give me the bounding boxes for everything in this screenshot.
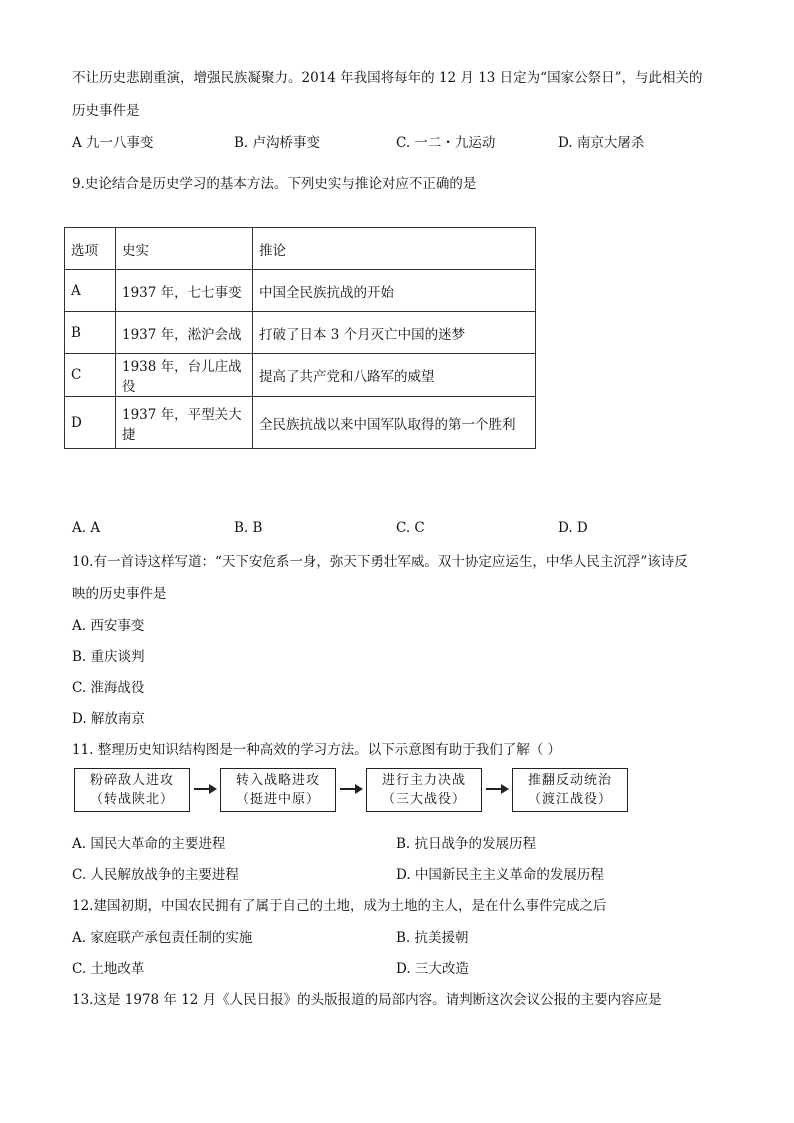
- flow-box-subtitle: （挺进中原）: [235, 792, 320, 807]
- flow-box-4: [512, 768, 628, 812]
- arrow-right-icon: [338, 782, 364, 796]
- flow-box-3: [366, 768, 482, 812]
- table-header-row: [65, 228, 536, 270]
- q11-option-c[interactable]: C. 人民解放战争的主要进程: [72, 867, 239, 883]
- q11-option-b[interactable]: B. 抗日战争的发展历程: [396, 836, 537, 852]
- q11-flow-diagram: [74, 768, 634, 816]
- table-row: [65, 397, 536, 449]
- table-cell: C: [65, 354, 116, 397]
- q9-option-d[interactable]: D. D: [558, 520, 588, 536]
- table-row: [65, 312, 536, 354]
- q8-option-a[interactable]: A 九一八事变: [72, 135, 154, 151]
- table-header-cell: 史实: [116, 228, 253, 270]
- q12-option-a[interactable]: A. 家庭联产承包责任制的实施: [72, 930, 253, 946]
- table-cell: 1937 年，七七事变: [116, 270, 253, 312]
- q11-stem: 11. 整理历史知识结构图是一种高效的学习方法。以下示意图有助于我们了解（ ）: [72, 742, 562, 758]
- q9-history-table: [64, 227, 536, 449]
- table-row: [65, 354, 536, 397]
- q8-option-d[interactable]: D. 南京大屠杀: [558, 135, 645, 151]
- q9-option-b[interactable]: B. B: [234, 520, 263, 536]
- flow-box-1: [74, 768, 190, 812]
- flow-box-subtitle: （转战陕北）: [89, 792, 174, 807]
- q10-stem-line1: 10.有一首诗这样写道：“天下安危系一身，弥天下勇壮军威。双十协定应运生，中华人民主沉浮”该诗反: [72, 554, 688, 570]
- table-row: [65, 270, 536, 312]
- table-header-cell: 推论: [253, 228, 536, 270]
- q10-option-d[interactable]: D. 解放南京: [72, 711, 145, 727]
- flow-box-2: [220, 768, 336, 812]
- table-cell: B: [65, 312, 116, 354]
- table-cell: 提高了共产党和八路军的威望: [253, 354, 536, 397]
- table-cell: 1937 年，平型关大捷: [116, 397, 253, 449]
- q12-option-b[interactable]: B. 抗美援朝: [396, 930, 469, 946]
- q8-stem-line2: 历史事件是: [72, 103, 140, 119]
- q10-option-c[interactable]: C. 淮海战役: [72, 680, 145, 696]
- q9-option-a[interactable]: A. A: [72, 520, 101, 536]
- flow-box-title: 进行主力决战: [381, 773, 466, 788]
- table-cell: A: [65, 270, 116, 312]
- q12-option-c[interactable]: C. 土地改革: [72, 961, 145, 977]
- q11-option-d[interactable]: D. 中国新民主主义革命的发展历程: [396, 867, 604, 883]
- table-cell: 1937 年，淞沪会战: [116, 312, 253, 354]
- q12-stem: 12.建国初期，中国农民拥有了属于自己的土地，成为土地的主人，是在什么事件完成之后: [72, 898, 607, 914]
- table-cell: 全民族抗战以来中国军队取得的第一个胜利: [253, 397, 536, 449]
- q9-option-c[interactable]: C. C: [396, 520, 425, 536]
- flow-box-title: 粉碎敌人进攻: [89, 773, 174, 788]
- q13-stem: 13.这是 1978 年 12 月《人民日报》的头版报道的局部内容。请判断这次会议公报的主要内容应是: [72, 992, 662, 1008]
- table-header-cell: 选项: [65, 228, 116, 270]
- q10-option-a[interactable]: A. 西安事变: [72, 618, 145, 634]
- table-cell: 打破了日本 3 个月灭亡中国的迷梦: [253, 312, 536, 354]
- q8-option-b[interactable]: B. 卢沟桥事变: [234, 135, 321, 151]
- q8-stem-line1: 不让历史悲剧重演，增强民族凝聚力。2014 年我国将每年的 12 月 13 日定为“国家公祭日”，与此相关的: [72, 70, 703, 86]
- flow-box-title: 转入战略进攻: [235, 773, 320, 788]
- q10-stem-line2: 映的历史事件是: [72, 586, 167, 602]
- arrow-right-icon: [484, 782, 510, 796]
- flow-box-subtitle: （渡江战役）: [527, 792, 612, 807]
- q12-option-d[interactable]: D. 三大改造: [396, 961, 469, 977]
- q8-option-c[interactable]: C. 一二・九运动: [396, 135, 496, 151]
- q11-option-a[interactable]: A. 国民大革命的主要进程: [72, 836, 226, 852]
- table-cell: 中国全民族抗战的开始: [253, 270, 536, 312]
- flow-box-subtitle: （三大战役）: [381, 792, 466, 807]
- flow-box-title: 推翻反动统治: [527, 773, 612, 788]
- table-cell: D: [65, 397, 116, 449]
- table-cell: 1938 年，台儿庄战役: [116, 354, 253, 397]
- q10-option-b[interactable]: B. 重庆谈判: [72, 649, 145, 665]
- arrow-right-icon: [192, 782, 218, 796]
- q9-stem: 9.史论结合是历史学习的基本方法。下列史实与推论对应不正确的是: [72, 176, 477, 192]
